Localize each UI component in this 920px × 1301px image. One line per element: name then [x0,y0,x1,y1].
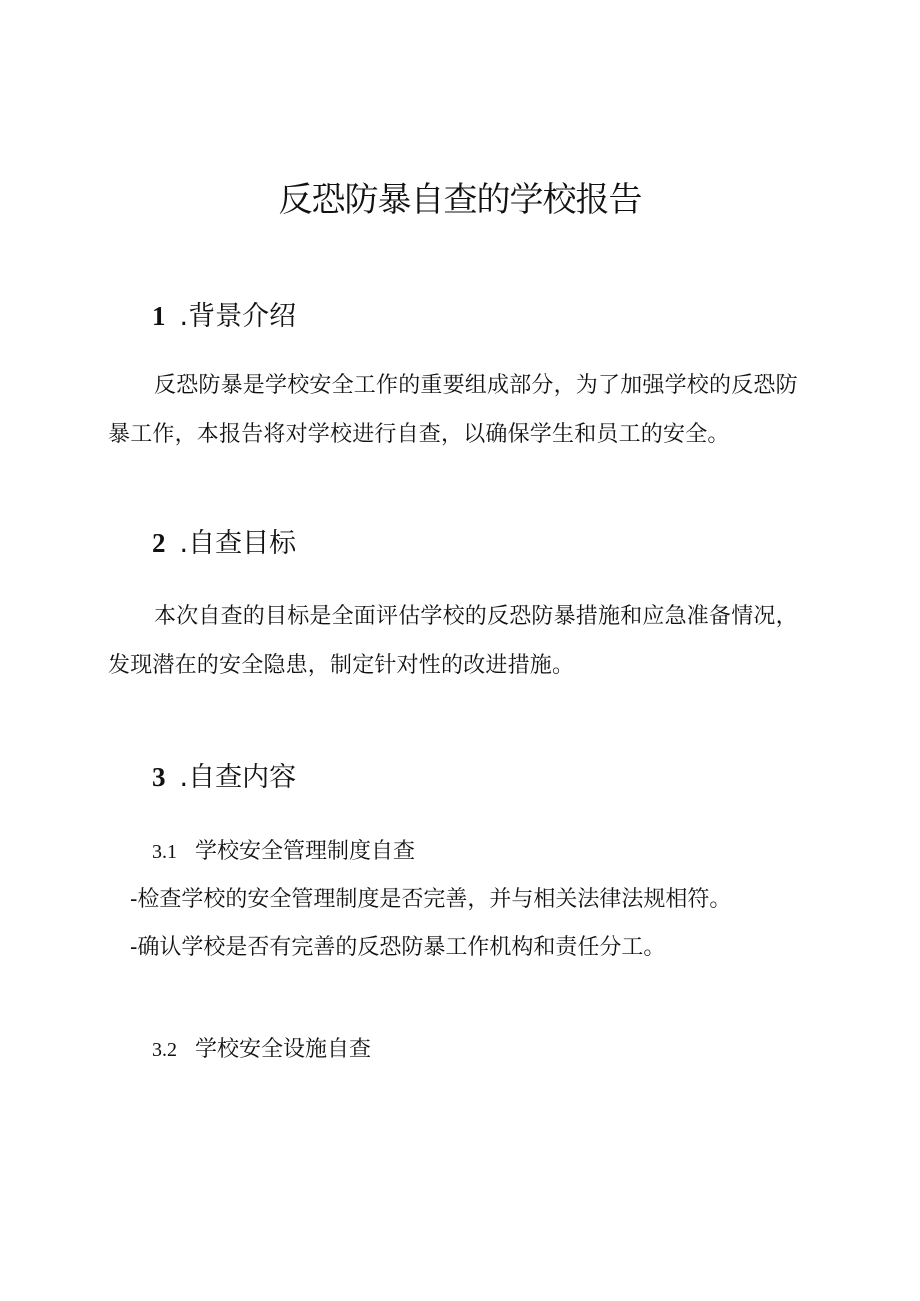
section-title: .背景介绍 [179,301,297,332]
section-paragraph-2: 本次自查的目标是全面评估学校的反恐防暴措施和应急准备情况，发现潜在的安全隐患，制定针对性的改进措施。 [108,604,798,678]
subsection-number: 3.2 [152,1039,177,1061]
section-number: 2 [152,528,166,558]
document-title: 反恐防暴自查的学校报告 [278,180,642,220]
section-title: .自查目标 [179,528,297,559]
subsection-title: 学校安全设施自查 [195,1037,372,1062]
bullet-item: -确认学校是否有完善的反恐防暴工作机构和责任分工。 [130,935,666,960]
bullet-item: -检查学校的安全管理制度是否完善，并与相关法律法规相符。 [130,887,732,912]
section-heading-3 [152,757,296,798]
section-heading-1 [152,296,296,337]
section-heading-2 [152,523,296,564]
subsection-title: 学校安全管理制度自查 [195,839,416,864]
section-paragraph-1: 反恐防暴是学校安全工作的重要组成部分，为了加强学校的反恐防暴工作，本报告将对学校进行自查，以确保学生和员工的安全。 [108,373,798,447]
subsection-heading-3-1 [152,836,415,868]
section-title: .自查内容 [179,762,297,793]
section-number: 1 [152,301,166,331]
subsection-number: 3.1 [152,841,177,863]
section-number: 3 [152,762,166,792]
subsection-heading-3-2 [152,1034,371,1066]
